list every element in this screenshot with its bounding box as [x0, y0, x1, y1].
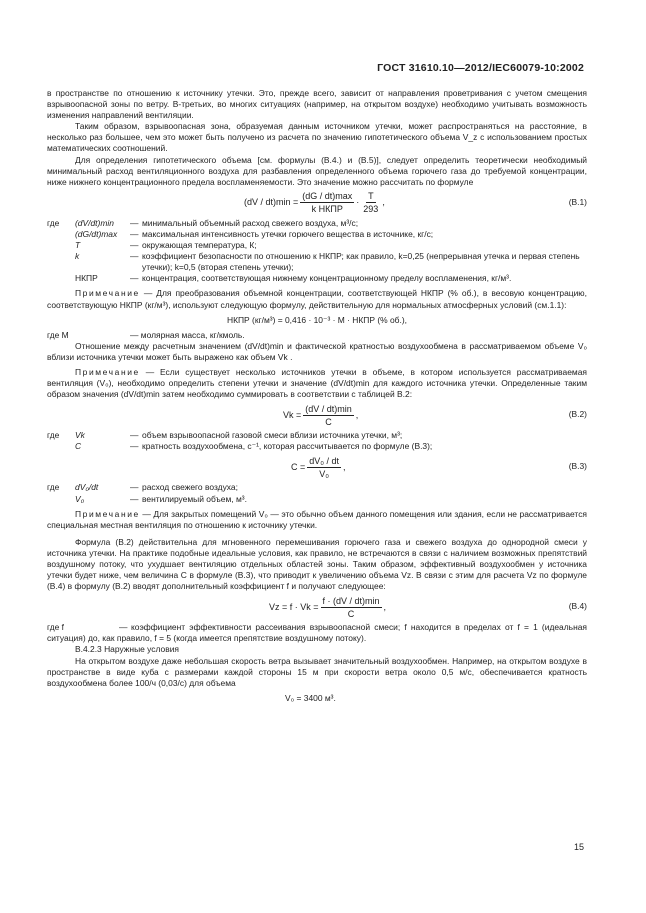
paragraph-3: Для определения гипотетического объема [см. формулы (В.4.) и (В.5)], следует определить теоретически необходимый минимальный расход вентиляционного воздуха для разбавления определенного объема горючего газа до требуемой концентрации, ниже нижнего концентрационного предела воспламеняемости. Это значение можно рассчитать по формуле — [47, 154, 587, 187]
legend-b2-text-1: кратность воздухообмена, с⁻¹, которая рассчитывается по формуле (В.3); — [142, 441, 433, 452]
formula-b2-den: C — [325, 416, 332, 427]
legend-b1-sym-2: T — [75, 240, 81, 251]
legend-b2-text-0: объем взрывоопасной газовой смеси вблизи источника утечки, м³; — [142, 430, 403, 441]
formula-b2 — [47, 400, 587, 430]
formula-b3-end: , — [343, 461, 346, 472]
formula-b1-num1: (dG / dt)max — [302, 191, 353, 202]
legend-m — [47, 330, 587, 341]
section-heading: В.4.2.3 Наружные условия — [75, 644, 180, 655]
page-number: 15 — [573, 842, 584, 852]
legend-b2-sym-0: Vk — [75, 430, 85, 441]
legend-dash: — — [130, 240, 139, 251]
legend-gde: где — [47, 482, 60, 493]
note-2-text: — Если существует несколько источников утечки в объеме, в котором используется рассматриваемая вентиляция (V₀), необходимо определить степени утечки и значение (dV/dt)min для каждого источника утечки. Определенные таким образом значения (dV/dt)min затем необходимо суммировать в соответствии с таблицей В.2: — [47, 366, 587, 400]
formula-b1-den2: 293 — [363, 204, 379, 215]
note-3-label: Примечание — [75, 508, 140, 519]
formula-b1-number: (В.1) — [568, 196, 587, 207]
formula-b4-num: f · (dV / dt)min — [322, 595, 380, 606]
note-1-label: Примечание — [75, 288, 140, 299]
legend-dash: — — [130, 493, 139, 504]
formula-b1 — [47, 188, 587, 218]
formula-b2-number: (В.2) — [568, 409, 587, 420]
legend-dash: — — [130, 251, 139, 262]
paragraph-5: Формула (В.2) действительна для мгновенного перемешивания горючего газа и свежего воздуха до однородной смеси у источника утечки. На практике подобные идеальные условия, как правило, не встречаются в связи с наличием возможных препятствий воздушному потоку, что ухудшает вентиляцию отдельных областей зоны. Таким образом, эффективный воздухообмен у источника утечки будет ниже, чем величина C в формуле (В.3), что приводит к увеличению объема Vz. В связи с этим для расчета Vz по формуле (В.4) в формулу (В.2) вводят дополнительный коэффициент f и получают следующее: — [47, 536, 587, 592]
note-1-text: — Для преобразования объемной концентрации, соответствующей НКПР (% об.), в весовую концентрацию, соответствующую НКПР (кг/м³), используют следующую формулу, действительную для нормальных атмосферных условий (см.1.1): — [47, 288, 587, 310]
formula-b3-lhs: C = — [291, 461, 306, 472]
legend-b1-sym-1: (dG/dt)max — [75, 228, 118, 239]
note-2 — [47, 367, 587, 400]
legend-b2 — [47, 430, 587, 452]
formula-b4-number: (В.4) — [568, 601, 587, 612]
note-3-text: — Для закрытых помещений V₀ — это обычно объем данного помещения или здания, если не рассматривается специальная местная вентиляция по отношению к источнику утечки. — [47, 508, 587, 530]
legend-b3-sym-1: V₀ — [75, 493, 85, 504]
legend-gde: где — [47, 430, 60, 441]
legend-b1-text-3: коэффициент безопасности по отношению к НКПР; как правило, k=0,25 (непрерывная утечка и первая степень утечки); k=0,5 (вторая степень утечки); — [142, 251, 580, 273]
formula-b2-num: (dV / dt)min — [305, 403, 352, 414]
formula-b1-end: , — [382, 197, 385, 208]
page-content — [47, 88, 587, 704]
formula-b1-lhs: (dV / dt)min = — [244, 197, 299, 208]
formula-b1-den1: k НКПР — [311, 204, 343, 215]
legend-b3-text-0: расход свежего воздуха; — [142, 482, 238, 493]
formula-b2-end: , — [355, 409, 359, 420]
note-3 — [47, 509, 587, 531]
legend-b1-sym-4: НКПР — [75, 273, 98, 284]
legend-dash: — — [130, 441, 139, 452]
legend-dash: — — [130, 273, 139, 284]
legend-b1-sym-3: k — [75, 251, 80, 262]
formula-nkpr: НКПР (кг/м³) = 0,416 · 10⁻³ · М · НКПР (% об.), — [226, 314, 407, 325]
paragraph-4: Отношение между расчетным значением (dV/dt)min и фактической кратностью воздухообмена в рассматриваемом объеме V₀ вблизи источника утечки может быть выражено как объем Vk . — [47, 340, 587, 362]
legend-b3-text-1: вентилируемый объем, м³. — [142, 493, 247, 504]
legend-b1 — [47, 218, 587, 285]
formula-b3-den: V₀ — [319, 468, 330, 479]
formula-b4-end: , — [383, 601, 387, 612]
legend-b4-text: коэффициент эффективности рассеивания взрывоопасной смеси; f находится в пределах от f = 1 (идеальная ситуация) до, как правило, f = 5 (когда имеется препятствие воздушному потоку). — [47, 622, 587, 644]
formula-v0: V₀ = 3400 м³. — [285, 692, 336, 703]
legend-b1-text-2: окружающая температура, К; — [142, 240, 257, 251]
legend-b1-text-0: минимальный объемный расход свежего воздуха, м³/с; — [142, 217, 359, 228]
formula-b1-dot: · — [356, 197, 360, 208]
legend-b1-text-1: максимальная интенсивность утечки горючего вещества в источнике, кг/с; — [142, 228, 434, 239]
paragraph-2: Таким образом, взрывоопасная зона, образуемая данным источником утечки, может распространяться на расстояние, в несколько раз большее, чем это может быть получено из расчета по значению гипотетического объема V_z с использованием простых математических соотношений. — [47, 121, 587, 154]
legend-b1-text-4: концентрация, соответствующая нижнему концентрационному пределу воспламенения, кг/м³. — [142, 273, 512, 284]
formula-b3 — [47, 452, 587, 482]
legend-m-sym: где М — [47, 329, 69, 340]
note-1 — [47, 288, 587, 310]
legend-b1-sym-0: (dV/dt)min — [75, 217, 114, 228]
legend-b4-dash: — — [119, 622, 128, 633]
legend-b4-sym: где f — [47, 622, 65, 633]
legend-dash: — — [130, 482, 139, 493]
note-2-label: Примечание — [75, 366, 140, 377]
legend-b3 — [47, 482, 587, 504]
legend-dash: — — [130, 430, 139, 441]
formula-b1-num2: T — [368, 191, 374, 202]
legend-b4 — [47, 622, 587, 644]
legend-b3-sym-0: dV₀/dt — [75, 482, 99, 493]
formula-b4-lhs: Vz = f · Vk = — [269, 601, 319, 612]
legend-dash: — — [130, 217, 139, 228]
legend-b2-sym-1: C — [75, 441, 82, 452]
legend-dash: — — [130, 228, 139, 239]
legend-gde: где — [47, 217, 60, 228]
formula-b4 — [47, 592, 587, 622]
formula-b3-num: dV₀ / dt — [309, 455, 340, 466]
formula-b4-den: C — [347, 608, 355, 619]
page-header: ГОСТ 31610.10—2012/IEC60079-10:2002 — [377, 62, 584, 74]
legend-m-text: — молярная масса, кг/кмоль. — [130, 329, 245, 340]
formula-b2-lhs: Vk = — [283, 409, 302, 420]
paragraph-1: в пространстве по отношению к источнику утечки. Это, прежде всего, зависит от направления проветривания с учетом смещения взрывоопасной зоны по ветру. В-третьих, во многих ситуациях (например, на открытом воздухе) необходимо учитывать возможность изменения направлений вентиляции. — [47, 88, 587, 121]
formula-b3-number: (В.3) — [568, 461, 587, 472]
paragraph-6: На открытом воздухе даже небольшая скорость ветра вызывает значительный воздухообмен. Например, на открытом воздухе в пространстве в виде куба с размерами каждой стороны 15 м при скорости ветра около 0,5 м/с, обеспечивается кратность воздухообмена более 100/ч (0,03/с) для объема — [47, 655, 587, 688]
